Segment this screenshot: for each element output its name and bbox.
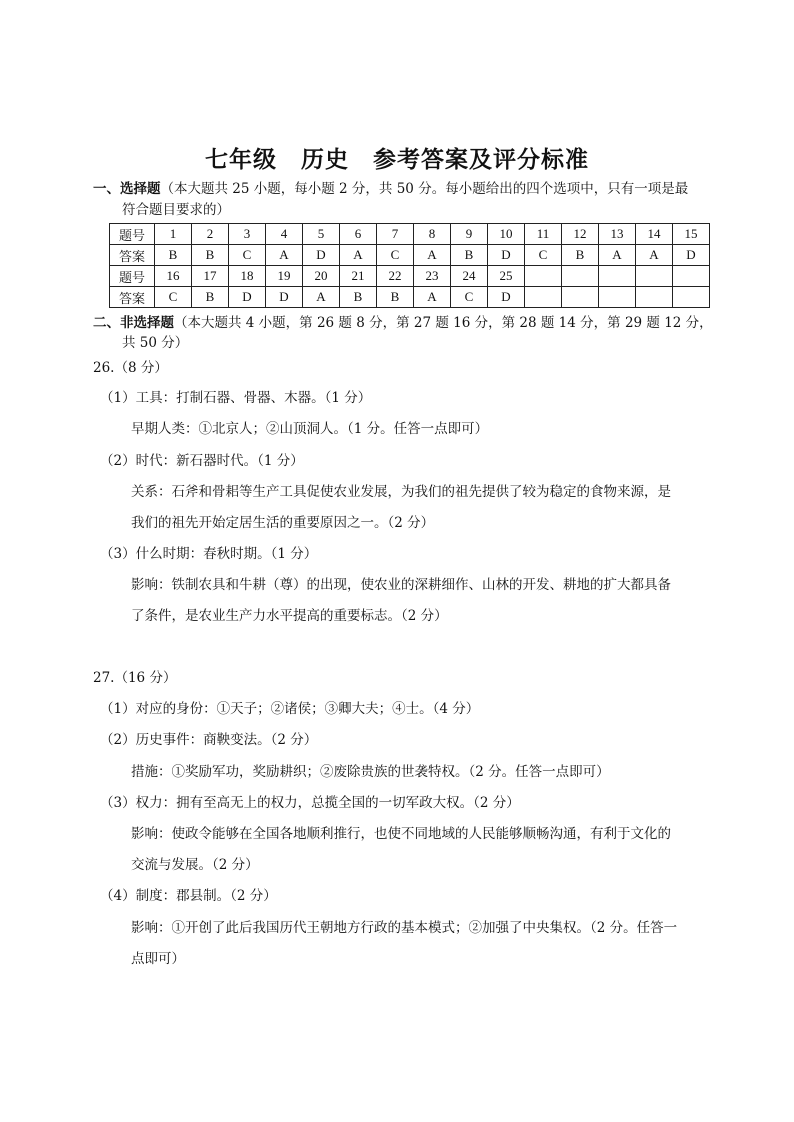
answer-cell: A [266, 245, 303, 266]
section2-heading [93, 313, 713, 333]
question-number-cell: 14 [636, 224, 673, 245]
q26-line: 了条件，是农业生产力水平提高的重要标志。（2 分） [131, 608, 448, 624]
question-number-cell: 16 [155, 266, 192, 287]
question-number-cell: 21 [340, 266, 377, 287]
q27-line: （3）权力：拥有至高无上的权力，总揽全国的一切军政大权。（2 分） [100, 795, 520, 811]
question-number-cell: 24 [451, 266, 488, 287]
q27-line: 影响：使政令能够在全国各地顺利推行，也使不同地域的人民能够顺畅沟通，有利于文化的 [131, 826, 671, 842]
question-number-cell: 10 [488, 224, 525, 245]
section2-description: （本大题共 4 小题，第 26 题 8 分，第 27 题 16 分，第 28 题 14 分，第 29 题 12 分， [174, 315, 713, 331]
question-number-cell [636, 266, 673, 287]
q26-header: 26.（8 分） [93, 360, 168, 376]
question-number-cell [562, 266, 599, 287]
q26-line: 我们的祖先开始定居生活的重要原因之一。（2 分） [131, 515, 435, 531]
question-number-cell: 13 [599, 224, 636, 245]
section1-label: 一、选择题 [93, 181, 161, 197]
q27-header: 27.（16 分） [93, 670, 177, 686]
answer-cell: D [673, 245, 710, 266]
question-number-cell: 18 [229, 266, 266, 287]
section1-heading [93, 179, 688, 199]
question-number-cell: 20 [303, 266, 340, 287]
question-number-cell [673, 266, 710, 287]
row-label-answer: 答案 [110, 287, 155, 308]
q26-line: 影响：铁制农具和牛耕（尊）的出现，使农业的深耕细作、山林的开发、耕地的扩大都具备 [131, 577, 671, 593]
q27-line: （2）历史事件：商鞅变法。（2 分） [100, 732, 318, 748]
question-number-cell: 25 [488, 266, 525, 287]
answer-cell: D [303, 245, 340, 266]
answer-cell: A [636, 245, 673, 266]
answer-cell: A [414, 245, 451, 266]
question-number-cell: 5 [303, 224, 340, 245]
question-number-row [110, 266, 710, 287]
question-number-cell: 3 [229, 224, 266, 245]
q26-line: 关系：石斧和骨耜等生产工具促使农业发展，为我们的祖先提供了较为稳定的食物来源，是 [131, 484, 671, 500]
answer-row [110, 287, 710, 308]
q27-line: 点即可） [131, 951, 185, 967]
q26-line: （1）工具：打制石器、骨器、木器。（1 分） [100, 390, 372, 406]
q26-line: （2）时代：新石器时代。（1 分） [100, 453, 304, 469]
answer-cell: B [340, 287, 377, 308]
answer-cell: C [525, 245, 562, 266]
answer-cell: D [488, 287, 525, 308]
question-number-cell: 23 [414, 266, 451, 287]
answer-cell [562, 287, 599, 308]
answer-cell: B [451, 245, 488, 266]
q27-line: 交流与发展。（2 分） [131, 857, 259, 873]
question-number-cell: 19 [266, 266, 303, 287]
answer-row [110, 245, 710, 266]
section2-label: 二、非选择题 [93, 315, 174, 331]
q26-line: （3）什么时期：春秋时期。（1 分） [100, 546, 318, 562]
question-number-cell: 22 [377, 266, 414, 287]
question-number-cell: 11 [525, 224, 562, 245]
question-number-cell: 2 [192, 224, 229, 245]
answer-cell: C [155, 287, 192, 308]
q27-line: （4）制度：郡县制。（2 分） [100, 888, 277, 904]
question-number-cell [599, 266, 636, 287]
question-number-cell: 4 [266, 224, 303, 245]
question-number-cell: 17 [192, 266, 229, 287]
question-number-cell: 1 [155, 224, 192, 245]
answer-cell: B [192, 245, 229, 266]
answer-cell: A [303, 287, 340, 308]
answer-cell: C [229, 245, 266, 266]
answer-cell: A [340, 245, 377, 266]
answer-cell [673, 287, 710, 308]
q27-line: 影响：①开创了此后我国历代王朝地方行政的基本模式；②加强了中央集权。（2 分。任答一 [131, 920, 678, 936]
question-number-cell: 12 [562, 224, 599, 245]
answer-cell: A [599, 245, 636, 266]
answer-cell [599, 287, 636, 308]
answer-cell: B [192, 287, 229, 308]
answer-cell: C [377, 245, 414, 266]
answer-cell: B [562, 245, 599, 266]
question-number-cell: 6 [340, 224, 377, 245]
answer-cell: D [229, 287, 266, 308]
row-label-question: 题号 [110, 266, 155, 287]
q27-line: （1）对应的身份：①天子；②诸侯；③卿大夫；④士。（4 分） [100, 701, 480, 717]
answer-cell: D [266, 287, 303, 308]
question-number-cell [525, 266, 562, 287]
question-number-cell: 15 [673, 224, 710, 245]
answer-cell: A [414, 287, 451, 308]
question-number-cell: 8 [414, 224, 451, 245]
answer-cell [525, 287, 562, 308]
row-label-answer: 答案 [110, 245, 155, 266]
question-number-row [110, 224, 710, 245]
answer-cell: B [377, 287, 414, 308]
section1-description: （本大题共 25 小题，每小题 2 分，共 50 分。每小题给出的四个选项中，只有一项是最 [160, 181, 689, 197]
answer-cell [636, 287, 673, 308]
section2-description-cont: 共 50 分） [122, 335, 189, 351]
row-label-question: 题号 [110, 224, 155, 245]
answer-table [109, 223, 710, 308]
answer-cell: C [451, 287, 488, 308]
section1-description-cont: 符合题目要求的） [122, 202, 230, 218]
q26-line: 早期人类：①北京人；②山顶洞人。（1 分。任答一点即可） [131, 421, 489, 437]
question-number-cell: 7 [377, 224, 414, 245]
page-title: 七年级 历史 参考答案及评分标准 [205, 146, 589, 173]
answer-cell: B [155, 245, 192, 266]
answer-cell: D [488, 245, 525, 266]
question-number-cell: 9 [451, 224, 488, 245]
q27-line: 措施：①奖励军功，奖励耕织；②废除贵族的世袭特权。（2 分。任答一点即可） [131, 764, 610, 780]
